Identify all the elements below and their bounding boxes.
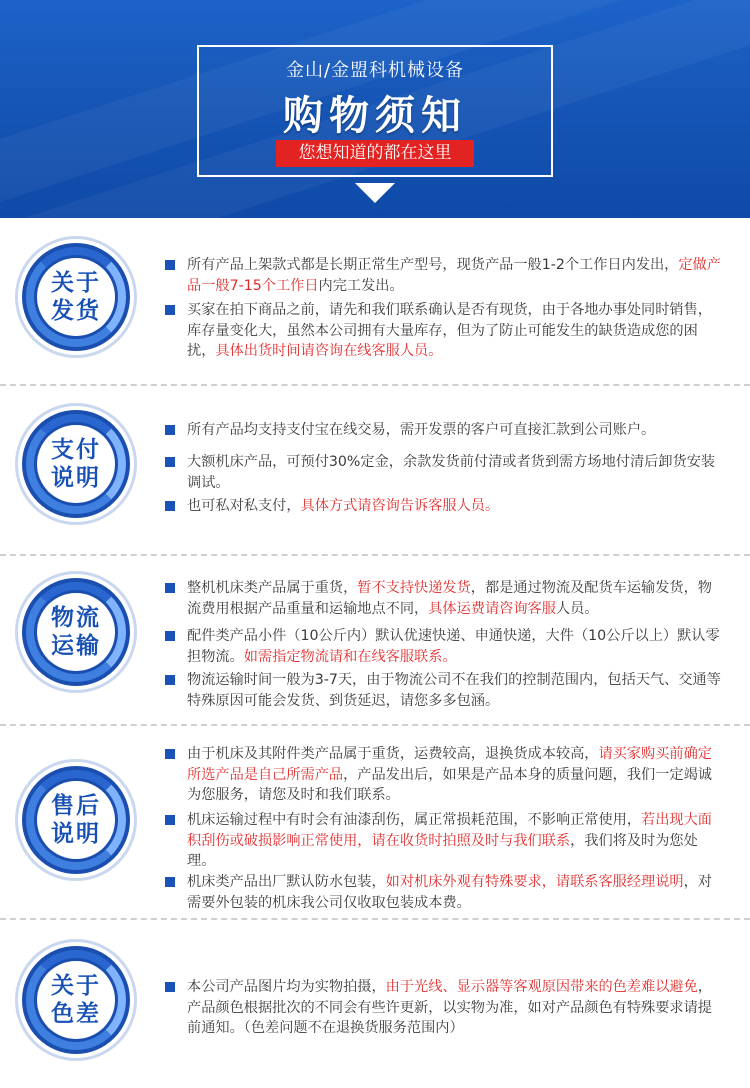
item-text: ，我们将及时为您处理。: [187, 832, 698, 869]
badge-label-line1: 关于: [51, 973, 101, 999]
bullet-square-icon: [165, 457, 175, 467]
item-text: ，产品颜色根据批次的不同会有些许更新，以实物为准，如对产品颜色有特殊要求请提前通知。（色差问题不在退换货服务范围内）: [187, 979, 712, 1036]
item-highlight: 若出现大面积刮伤或破损影响正常使用，请在收货时拍照及时与我们联系: [187, 812, 712, 849]
section-shipping: [0, 218, 750, 384]
item-highlight: 如需指定物流请和在线客服联系。: [243, 648, 457, 665]
badge-label-line1: 支付: [51, 437, 101, 463]
bullet-square-icon: [165, 501, 175, 511]
list-item: [165, 744, 725, 806]
bullet-square-icon: [165, 583, 175, 593]
item-text: 所有产品均支持支付宝在线交易，需开发票的客户可直接汇款到公司账户。: [187, 422, 656, 438]
list-item: [165, 810, 725, 872]
item-text: 机床运输过程中有时会有油漆刮伤，属正常损耗范围，不影响正常使用，: [187, 812, 642, 828]
list-item: [165, 670, 725, 711]
list-item: [165, 255, 725, 296]
badge-label-line2: 说明: [51, 821, 101, 847]
list-item: [165, 578, 725, 619]
bullet-square-icon: [165, 305, 175, 315]
list-item: [165, 420, 725, 441]
bullet-square-icon: [165, 749, 175, 759]
list-item: [165, 626, 725, 667]
item-text: ，产品发出后，如果是产品本身的质量问题，我们一定竭诚为您服务，请您及时和我们联系。: [187, 766, 712, 803]
bullet-square-icon: [165, 815, 175, 825]
badge-payment-icon: [22, 410, 130, 518]
bullet-square-icon: [165, 675, 175, 685]
badge-label-line2: 色差: [51, 1001, 101, 1027]
bullet-square-icon: [165, 425, 175, 435]
badge-label-line1: 售后: [51, 793, 101, 819]
item-highlight: 具体出货时间请咨询在线客服人员。: [215, 343, 443, 359]
section-color-difference: [0, 920, 750, 1088]
section-logistics: [0, 556, 750, 724]
item-text: 人员。: [555, 600, 599, 617]
badge-logistics-icon: [22, 578, 130, 686]
item-highlight: 具体方式请咨询告诉客服人员。: [300, 498, 500, 514]
badge-label-line2: 说明: [51, 465, 101, 491]
section-after-sales: [0, 726, 750, 918]
list-item: [165, 452, 725, 493]
item-text: 内完工发出。: [318, 277, 404, 294]
bullet-square-icon: [165, 877, 175, 887]
item-highlight: 由于光线、显示器等客观原因带来的色差难以避免: [385, 979, 698, 995]
item-text: 本公司产品图片均为实物拍摄，: [187, 979, 386, 995]
item-text: 所有产品上架款式都是长期正常生产型号，现货产品一般1-2个工作日内发出，: [187, 257, 679, 273]
brand-name: 金山/金盟科机械设备: [285, 60, 465, 81]
item-highlight: 定做产品一般7-15个工作日: [187, 257, 721, 294]
badge-color-difference-icon: [22, 946, 130, 1054]
list-item: [165, 977, 725, 1039]
item-text: 由于机床及其附件类产品属于重货，运费较高，退换货成本较高，: [187, 746, 599, 762]
item-highlight: 暂不支持快递发货: [357, 580, 471, 596]
item-text: 整机机床类产品属于重货，: [187, 580, 358, 596]
section-payment: [0, 386, 750, 554]
page-subtitle: 您想知道的都在这里: [276, 140, 474, 167]
bullet-square-icon: [165, 631, 175, 641]
badge-shipping-icon: [22, 243, 130, 351]
badge-label-line2: 发货: [51, 298, 101, 324]
page-title: 购物须知: [283, 93, 467, 139]
item-text: 机床类产品出厂默认防水包装，: [187, 874, 386, 890]
item-text: ，都是通过物流及配货车运输发货，物流费用根据产品重量和运输地点不同，: [187, 580, 712, 617]
item-text: 买家在拍下商品之前，请先和我们联系确认是否有现货，由于各地办事处同时销售，库存量变化大，虽然本公司拥有大量库存，但为了防止可能发生的缺货造成您的困扰，: [187, 302, 712, 359]
badge-label-line1: 物流: [51, 605, 101, 631]
bullet-square-icon: [165, 260, 175, 270]
list-item: [165, 872, 725, 913]
page-header: [0, 0, 750, 218]
item-text: 配件类产品小件（10公斤内）默认优速快递、申通快递，大件（10公斤以上）默认零担物流。: [187, 628, 720, 665]
item-text: 物流运输时间一般为3-7天，由于物流公司不在我们的控制范围内，包括天气、交通等特殊原因可能会发货、到货延迟，请您多多包涵。: [187, 672, 721, 709]
list-item: [165, 300, 725, 362]
item-text: 大额机床产品，可预付30%定金，余款发货前付清或者货到需方场地付清后卸货安装调试。: [187, 454, 716, 491]
item-text: 也可私对私支付，: [187, 498, 301, 514]
bullet-square-icon: [165, 982, 175, 992]
item-text: ，对需要外包装的机床我公司仅收取包装成本费。: [187, 874, 712, 911]
item-highlight: 请买家购买前确定所选产品是自己所需产品: [187, 746, 712, 783]
header-notch: [355, 183, 395, 203]
badge-label-line1: 关于: [51, 270, 101, 296]
list-item: [165, 496, 725, 517]
badge-label-line2: 运输: [51, 633, 101, 659]
item-highlight: 如对机床外观有特殊要求，请联系客服经理说明: [385, 874, 684, 890]
badge-after-sales-icon: [22, 766, 130, 874]
item-highlight: 具体运费请咨询客服: [428, 600, 556, 617]
